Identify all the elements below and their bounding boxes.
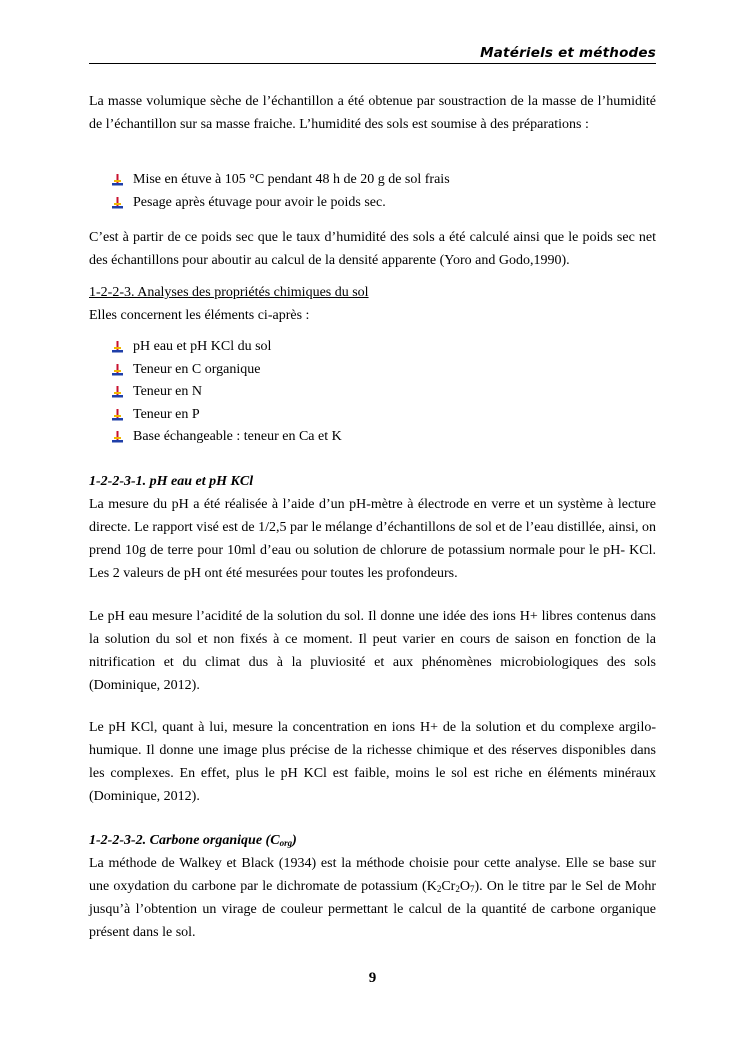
list-item xyxy=(111,192,450,215)
paragraph-text: La méthode de Walkey et Black (1934) est la méthode choisie pour cette analyse. Elle se base sur une oxydation du carbone par le dichromate de potassium $(K_2Cr_2O_7)$. On le titre par le Sel de Mohr jusqu’à l’obtention un virage de couleur permettant le calcul de la quantité de carbone organique présent dans le sol. xyxy=(89,856,656,940)
subsection-title: 1-2-2-3-1. pH eau et pH KCl xyxy=(89,474,254,489)
list-item xyxy=(111,426,342,449)
list-item-text: Teneur en C organique xyxy=(133,361,261,377)
page-number: 9 xyxy=(368,970,377,986)
paragraph-ph-eau xyxy=(89,605,656,697)
paragraph-text: C’est à partir de ce poids sec que le taux d’humidité des sols a été calculé ainsi que le poids sec net des échantillons pour aboutir au calcul de la densité apparente (Yoro and Godo,1990). xyxy=(89,230,656,268)
list-item xyxy=(111,381,342,404)
list-item xyxy=(111,404,342,427)
paragraph-poids-sec xyxy=(89,226,656,272)
section-heading-block xyxy=(89,281,656,327)
list-item-text: Pesage après étuvage pour avoir le poids sec. xyxy=(133,194,386,210)
paragraph-text: Le pH KCl, quant à lui, mesure la concentration en ions H+ de la solution et du complexe argilo-humique. Il donne une image plus précise de la richesse chimique et des réserves disponibles dans les complexes. En effet, plus le pH KCl est faible, moins le sol est riche en éléments minéraux (Dominique, 2012). xyxy=(89,720,656,804)
pin-bullet-icon xyxy=(111,174,124,187)
running-header: Matériels et méthodes xyxy=(480,45,656,61)
list-item xyxy=(111,359,342,382)
list-item-text: Mise en étuve à 105 °C pendant 48 h de 20 g de sol frais xyxy=(133,172,450,187)
paragraph-text: Le pH eau mesure l’acidité de la solution du sol. Il donne une idée des ions H+ libres contenus dans la solution du sol et non fixés à ce moment. Il peut varier en cours de saison en fonction de la nitrification et du climat dus à la pluviosité et aux phénomènes microbiologiques des sols (Dominique, 2012). xyxy=(89,609,656,693)
list-elements xyxy=(111,336,342,449)
list-item-text: pH eau et pH KCl du sol xyxy=(133,339,272,354)
subsection-title: 1-2-2-3-2. Carbone organique $(C_{org})$ xyxy=(89,833,297,848)
pin-bullet-icon xyxy=(111,386,124,399)
list-item-text: Base échangeable : teneur en Ca et K xyxy=(133,429,342,444)
pin-bullet-icon xyxy=(111,341,124,354)
paragraph-text: La masse volumique sèche de l’échantillon a été obtenue par soustraction de la masse de l’humidité de l’échantillon sur sa masse fraiche. L’humidité des sols est soumise à des préparations : xyxy=(89,94,656,132)
pin-bullet-icon xyxy=(111,197,124,210)
header-rule xyxy=(89,63,656,64)
section-intro: Elles concernent les éléments ci-après : xyxy=(89,308,310,323)
pin-bullet-icon xyxy=(111,431,124,444)
subsection-carbone xyxy=(89,829,656,944)
list-item-text: Teneur en P xyxy=(133,406,200,422)
paragraph-masse-volumique xyxy=(89,90,656,136)
section-title: 1-2-2-3. Analyses des propriétés chimiques du sol xyxy=(89,285,369,300)
list-item-text: Teneur en N xyxy=(133,384,202,399)
subsection-ph xyxy=(89,470,656,585)
pin-bullet-icon xyxy=(111,364,124,377)
list-preparations xyxy=(111,169,450,214)
paragraph-text: La mesure du pH a été réalisée à l’aide d’un pH-mètre à électrode en verre et un système à lecture directe. Le rapport visé est de 1/2,5 par le mélange d’échantillons de sol et de l’eau distillée, ainsi, on prend 10g de terre pour 10ml d’eau ou solution de chlorure de potassium normale pour le pH- KCl. Les 2 valeurs de pH ont été mesurées pour toutes les profondeurs. xyxy=(89,497,656,581)
list-item xyxy=(111,169,450,192)
list-item xyxy=(111,336,342,359)
pin-bullet-icon xyxy=(111,409,124,422)
paragraph-ph-kcl xyxy=(89,716,656,808)
